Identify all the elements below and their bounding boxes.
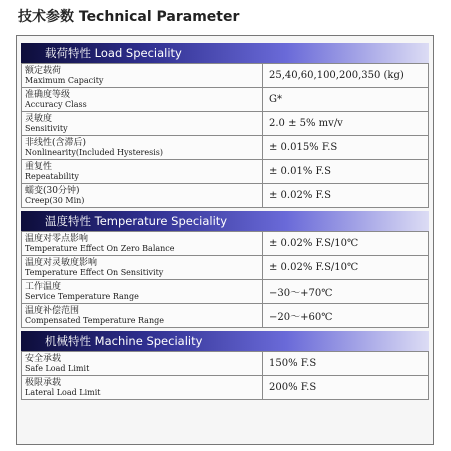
label-cn: 额定载荷 [25,66,62,76]
label-cn: 温度对灵敏度影响 [25,258,98,268]
parameter-table [16,35,434,445]
label-cell [21,64,263,87]
value-cell: 150% F.S [263,352,429,375]
section-header-load: 载荷特性 Load Speciality [21,43,429,63]
value-cell: −30～+70℃ [263,280,429,303]
table-row [21,159,429,183]
value-cell: 2.0 ± 5% mv/v [263,112,429,135]
label-cell [21,232,263,255]
label-cell [21,352,263,375]
label-en: Temperature Effect On Zero Balance [25,244,175,253]
value-cell: 200% F.S [263,376,429,399]
label-en: Temperature Effect On Sensitivity [25,268,164,277]
table-row [21,111,429,135]
table-row [21,135,429,159]
value-cell: ± 0.01% F.S [263,160,429,183]
label-cn: 极限承载 [25,378,62,388]
label-cn: 灵敏度 [25,114,53,124]
label-cn: 工作温度 [25,282,62,292]
label-cell [21,112,263,135]
label-cn: 准确度等级 [25,90,71,100]
label-cn: 温度补偿范围 [25,306,80,316]
value-cell: G* [263,88,429,111]
table-row [21,375,429,400]
label-cell [21,160,263,183]
label-cell [21,136,263,159]
section-header-temperature: 温度特性 Temperature Speciality [21,211,429,231]
label-en: Safe Load Limit [25,364,90,373]
label-en: Creep(30 Min) [25,196,85,205]
label-en: Compensated Temperature Range [25,316,164,325]
table-row [21,63,429,87]
label-en: Accuracy Class [25,100,87,109]
section-load-rows [21,63,429,208]
label-en: Service Temperature Range [25,292,139,301]
page-title: 技术参数 Technical Parameter [18,9,240,25]
table-row [21,303,429,328]
table-row [21,231,429,255]
table-row [21,279,429,303]
section-header-machine: 机械特性 Machine Speciality [21,331,429,351]
table-row [21,351,429,375]
label-cn: 重复性 [25,162,53,172]
table-row [21,183,429,208]
label-en: Sensitivity [25,124,68,133]
label-cell [21,376,263,399]
label-cell [21,88,263,111]
label-cn: 蠕变(30分钟) [25,186,80,196]
label-cell [21,304,263,327]
table-row [21,255,429,279]
value-cell: −20～+60℃ [263,304,429,327]
label-en: Maximum Capacity [25,76,104,85]
label-cell [21,184,263,207]
value-cell: ± 0.02% F.S/10℃ [263,232,429,255]
label-cn: 安全承载 [25,354,62,364]
label-cell [21,280,263,303]
label-en: Lateral Load Limit [25,388,101,397]
label-cn: 非线性(含滞后) [25,138,87,148]
value-cell: ± 0.02% F.S/10℃ [263,256,429,279]
value-cell: 25,40,60,100,200,350 (kg) [263,64,429,87]
label-cn: 温度对零点影响 [25,234,89,244]
section-machine-rows [21,351,429,400]
value-cell: ± 0.015% F.S [263,136,429,159]
label-cell [21,256,263,279]
value-cell: ± 0.02% F.S [263,184,429,207]
label-en: Nonlinearity(Included Hysteresis) [25,148,164,157]
section-temperature-rows [21,231,429,328]
table-row [21,87,429,111]
label-en: Repeatability [25,172,79,181]
